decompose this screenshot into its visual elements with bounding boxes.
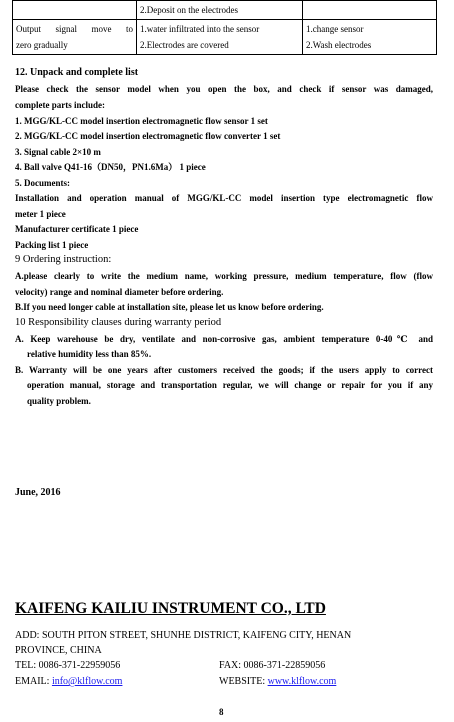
table-cell [303, 1, 437, 20]
page-number: 8 [219, 707, 224, 717]
section-10-a-line2: relative humidity less than 85%. [27, 349, 152, 359]
remedy-cell [303, 20, 437, 55]
fault-text-line1: Output signal move to [16, 24, 133, 34]
section-10-heading: 10 Responsibility clauses during warranty period [15, 317, 222, 328]
table-row [13, 20, 437, 55]
document-date: June, 2016 [15, 487, 61, 498]
fault-cell [13, 20, 137, 55]
section-9-a-line2: velocity) range and nominal diameter before ordering. [15, 287, 224, 297]
list-item: 3. Signal cable 2×10 m [15, 147, 101, 157]
table-row [13, 1, 437, 20]
website-row [219, 674, 336, 689]
section-9-heading: 9 Ordering instruction: [15, 254, 112, 265]
documents-line1: Installation and operation manual of MGG/KL-CC model insertion type electromagnetic flow [15, 193, 433, 203]
section-12-intro-line2: complete parts include: [15, 100, 105, 110]
list-item: 4. Ball valve Q41-16（DN50，PN1.6Ma） 1 piece [15, 162, 206, 172]
section-10-b-line3: quality problem. [27, 396, 91, 406]
cause-1: 1.water infiltrated into the sensor [140, 24, 260, 34]
list-item: 5. Documents: [15, 178, 70, 188]
email-label: EMAIL: [15, 676, 52, 687]
tel-text: TEL: 0086-371-22959056 [15, 660, 121, 671]
remedy-1: 1.change sensor [306, 24, 364, 34]
cause-2: 2.Electrodes are covered [140, 40, 229, 50]
troubleshooting-table [12, 0, 437, 55]
section-9-a-line1: A.please clearly to write the medium name, working pressure, medium temperature, flow (flow [15, 271, 433, 281]
section-10-b-line1: B. Warranty will be one years after customers received the goods; if the users apply to correct [15, 365, 433, 375]
section-12-intro-line1: Please check the sensor model when you open the box, and check if sensor was damaged, [15, 84, 433, 94]
fax-text: FAX: 0086-371-22859056 [219, 660, 326, 671]
address-line1: ADD: SOUTH PITON STREET, SHUNHE DISTRICT, KAIFENG CITY, HENAN [15, 630, 352, 641]
company-name: KAIFENG KAILIU INSTRUMENT CO., LTD [15, 600, 326, 617]
section-9-b-line: B.If you need longer cable at installation site, please let us know before ordering. [15, 302, 324, 312]
website-link[interactable]: www.klflow.com [267, 676, 337, 687]
list-item: 2. MGG/KL-CC model insertion electromagnetic flow converter 1 set [15, 131, 281, 141]
email-link[interactable]: info@klflow.com [51, 676, 123, 687]
email-row [15, 674, 122, 689]
documents-line2: meter 1 piece [15, 209, 66, 219]
remedy-2: 2.Wash electrodes [306, 40, 372, 50]
cause-cell [137, 20, 303, 55]
table-cell [137, 1, 303, 20]
address-line2: PROVINCE, CHINA [15, 645, 102, 656]
website-label: WEBSITE: [219, 676, 268, 687]
fault-text-line2: zero gradually [16, 40, 68, 50]
packing-line: Packing list 1 piece [15, 240, 89, 250]
section-10-a-line1: A. Keep warehouse be dry, ventilate and non-corrosive gas, ambient temperature 0-40℃ and [15, 334, 433, 344]
section-10-b-line2: operation manual, storage and transportation regular, we will change or repair for you if any [27, 380, 433, 390]
certificate-line: Manufacturer certificate 1 piece [15, 224, 139, 234]
table-cell [13, 1, 137, 20]
cause-text: 2.Deposit on the electrodes [140, 5, 238, 15]
list-item: 1. MGG/KL-CC model insertion electromagnetic flow sensor 1 set [15, 116, 268, 126]
section-12-heading: 12. Unpack and complete list [15, 67, 139, 78]
